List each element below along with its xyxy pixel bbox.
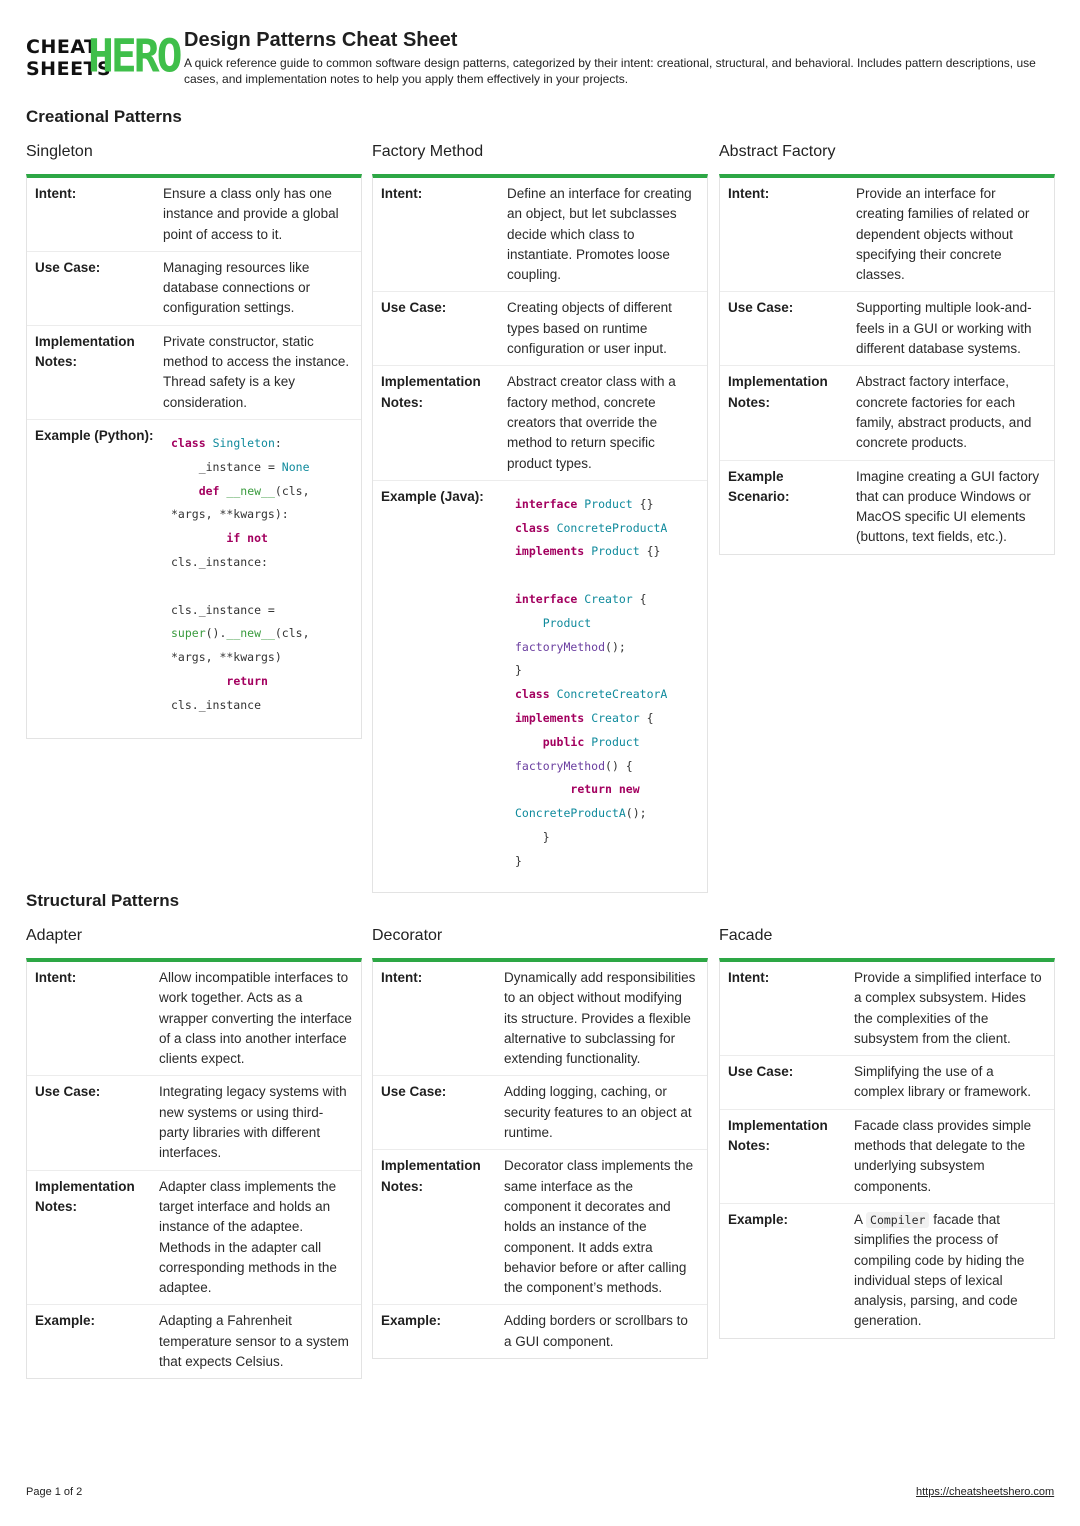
card-body xyxy=(26,174,362,739)
row-use-case xyxy=(373,292,707,366)
row-label: Use Case: xyxy=(728,1064,794,1080)
code-snippet: class Singleton: _instance = None def __new__(cls, *args, **kwargs): if not cls._instance: cls._instance = super().__new__(cls, *args, **kwargs) return cls._instance xyxy=(171,435,310,712)
row-value: Abstract factory interface, concrete factories for each family, abstract products, and concrete products. xyxy=(856,374,1032,451)
row-value: Adapting a Fahrenheit temperature sensor to a system that expects Celsius. xyxy=(159,1313,349,1370)
page-title: Design Patterns Cheat Sheet xyxy=(184,29,458,51)
page-header xyxy=(26,28,1056,88)
card-body xyxy=(372,174,708,893)
card-abstract-factory xyxy=(719,142,1055,555)
card-title: Abstract Factory xyxy=(719,143,836,160)
row-value: Decorator class implements the same interface as the component it decorates and holds an instance of the component. It adds extra behavior before or after calling the component’s methods. xyxy=(504,1158,694,1296)
code-block-python xyxy=(163,426,353,724)
row-label: Implementation Notes: xyxy=(381,1158,481,1194)
card-adapter xyxy=(26,926,362,1379)
row-label: Implementation Notes: xyxy=(728,374,828,410)
section-title-creational: Creational Patterns xyxy=(26,107,182,126)
page-description: A quick reference guide to common software design patterns, categorized by their intent: creational, structural, and behavioral. Includes pattern descriptions, use cases, and implementation notes to help you apply them effectively in your projects. xyxy=(184,56,1036,86)
row-label: Example (Python): xyxy=(35,427,154,443)
row-intent xyxy=(720,178,1054,292)
row-impl-notes xyxy=(373,1150,707,1305)
row-intent xyxy=(373,178,707,292)
row-label: Use Case: xyxy=(728,300,794,316)
card-body xyxy=(719,958,1055,1339)
site-link[interactable]: https://cheatsheetshero.com xyxy=(916,1486,1055,1498)
row-value: Facade class provides simple methods that delegate to the underlying subsystem components. xyxy=(854,1117,1032,1194)
card-factory-method xyxy=(372,142,708,893)
row-use-case xyxy=(27,252,361,326)
row-use-case xyxy=(373,1076,707,1150)
row-label: Implementation Notes: xyxy=(35,333,135,370)
row-value: Ensure a class only has one instance and provide a global point of access to it. xyxy=(163,186,339,242)
row-label: Example: xyxy=(381,1313,442,1329)
example-text-prefix: A xyxy=(854,1211,863,1227)
row-example xyxy=(373,1305,707,1358)
row-label: Intent: xyxy=(381,186,423,201)
row-example xyxy=(373,481,707,892)
row-label: Example: xyxy=(35,1313,96,1329)
row-example-scenario xyxy=(720,461,1054,554)
card-title: Decorator xyxy=(372,927,443,944)
code-snippet: interface Product {} class ConcreteProductA implements Product {} interface Creator { Product factoryMethod(); } class ConcreteCreatorA implements Creator { public Product factoryMethod() { return new ConcreteProductA(); } } xyxy=(515,496,668,868)
row-use-case xyxy=(720,292,1054,366)
row-value: Imagine creating a GUI factory that can produce Windows or MacOS specific UI elements (buttons, text fields, etc.). xyxy=(856,468,1040,545)
row-label: Intent: xyxy=(728,186,770,201)
section-title-structural: Structural Patterns xyxy=(26,891,180,910)
card-body xyxy=(719,174,1055,555)
inline-code: Compiler xyxy=(866,1212,929,1228)
row-intent xyxy=(373,962,707,1076)
row-impl-notes xyxy=(720,1110,1054,1204)
row-value: Adapter class implements the target interface and holds an instance of the adaptee. Methods in the adapter call corresponding methods in the adaptee. xyxy=(159,1178,337,1296)
row-value: Abstract creator class with a factory method, concrete creators that override the method to return specific product types. xyxy=(507,374,676,471)
row-label: Use Case: xyxy=(381,300,447,316)
example-text-suffix: facade that simplifies the process of compiling code by hiding the individual steps of lexical analysis, parsing, and code generation. xyxy=(854,1211,1025,1329)
row-value: Adding borders or scrollbars to a GUI component. xyxy=(504,1313,688,1349)
row-value: Simplifying the use of a complex library or framework. xyxy=(854,1064,1032,1100)
row-label: Example Scenario: xyxy=(728,468,790,504)
row-label: Implementation Notes: xyxy=(728,1117,828,1154)
cheatsheetshero-logo[interactable] xyxy=(26,30,180,84)
row-impl-notes xyxy=(27,326,361,420)
card-body xyxy=(372,958,708,1359)
row-impl-notes xyxy=(373,366,707,480)
row-label: Example (Java): xyxy=(381,488,484,504)
row-value: Provide a simplified interface to a complex subsystem. Hides the complexities of the subsystem from the client. xyxy=(854,970,1042,1046)
row-value: Allow incompatible interfaces to work together. Acts as a wrapper converting the interface of a class into another interface clients expect. xyxy=(159,970,352,1067)
card-decorator xyxy=(372,926,708,1359)
card-title: Facade xyxy=(719,927,773,944)
row-label: Implementation Notes: xyxy=(35,1178,135,1214)
row-label: Use Case: xyxy=(35,259,101,275)
code-block-java xyxy=(507,487,699,880)
row-label: Implementation Notes: xyxy=(381,374,481,410)
card-title: Adapter xyxy=(26,927,83,944)
logo-word-hero: HERO xyxy=(88,30,180,84)
row-label: Intent: xyxy=(728,970,770,985)
row-value: Provide an interface for creating families of related or dependent objects without specifying their concrete classes. xyxy=(856,186,1030,283)
row-value: Creating objects of different types based on runtime configuration or user input. xyxy=(507,300,672,357)
row-example xyxy=(27,420,361,738)
row-value xyxy=(854,1210,1046,1332)
row-label: Use Case: xyxy=(381,1084,447,1100)
row-intent xyxy=(27,178,361,252)
row-label: Use Case: xyxy=(35,1084,101,1100)
card-title: Singleton xyxy=(26,143,93,160)
row-impl-notes xyxy=(27,1171,361,1306)
row-intent xyxy=(720,962,1054,1056)
row-value: Supporting multiple look-and-feels in a GUI or working with different database systems. xyxy=(856,300,1032,357)
row-label: Example: xyxy=(728,1211,789,1227)
card-title: Factory Method xyxy=(372,143,484,160)
row-value: Private constructor, static method to access the instance. Thread safety is a key consideration. xyxy=(163,333,350,410)
logo-word-cheat: CHEAT xyxy=(26,36,98,58)
row-value: Adding logging, caching, or security features to an object at runtime. xyxy=(504,1084,692,1141)
card-singleton xyxy=(26,142,362,739)
page-number: Page 1 of 2 xyxy=(26,1486,83,1498)
row-label: Intent: xyxy=(35,970,77,985)
card-body xyxy=(26,958,362,1379)
row-example xyxy=(720,1204,1054,1338)
row-value: Integrating legacy systems with new systems or using third-party libraries with different interfaces. xyxy=(159,1084,347,1161)
row-use-case xyxy=(720,1056,1054,1110)
row-intent xyxy=(27,962,361,1076)
row-label: Intent: xyxy=(381,970,423,985)
row-label: Intent: xyxy=(35,186,77,201)
card-facade xyxy=(719,926,1055,1339)
row-value: Managing resources like database connections or configuration settings. xyxy=(163,259,311,316)
row-value: Define an interface for creating an object, but let subclasses decide which class to instantiate. Promotes loose coupling. xyxy=(507,186,692,283)
row-use-case xyxy=(27,1076,361,1170)
row-example xyxy=(27,1305,361,1378)
row-value: Dynamically add responsibilities to an object without modifying its structure. Provides a flexible alternative to subclassing for extending functionality. xyxy=(504,970,696,1067)
row-impl-notes xyxy=(720,366,1054,460)
logo-word-sheets: SHEETS xyxy=(26,58,112,80)
